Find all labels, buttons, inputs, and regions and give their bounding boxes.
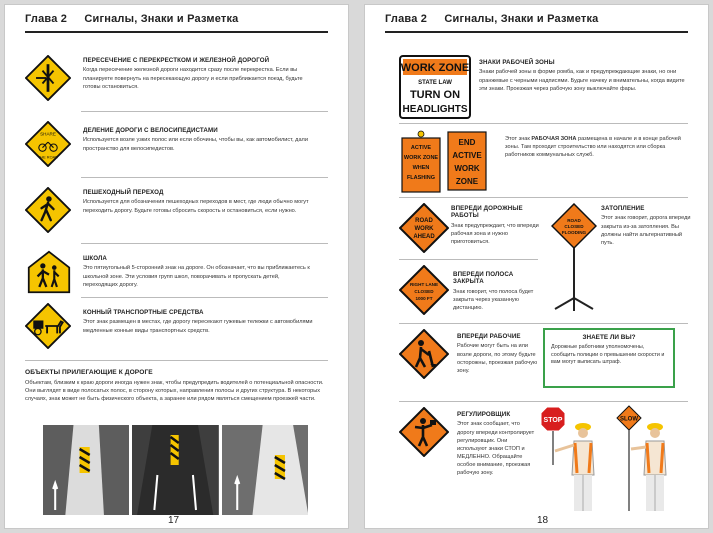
sign-body: Используется для обозначения пешеходных переходов в мест, где люди обычно могут переходить дорогу. Будьте готовы сбросить скорость и остановиться, если нужно. [83,199,309,214]
lane-closed-line1: RIGHT LANE [409,282,439,287]
divider [399,323,688,324]
active-body-suffix: размещена в начале и в конце рабочей зоны. Там проходит строительство или находятся или сборка работников коммунальных служб. [505,136,681,159]
objects-section [25,369,325,403]
work-zone-line1: WORK ZONE [400,62,470,74]
flagger-title: РЕГУЛИРОВЩИК [457,411,511,418]
page-number: 17 [168,515,180,526]
flooding-title: ЗАТОПЛЕНИЕ [601,205,645,212]
page-number: 18 [537,515,549,526]
divider [399,259,538,260]
road-photo [222,425,308,515]
road-photo [132,425,218,515]
sign-body: Когда пересечение железной дороги находится сразу после перекрестка. Если вы планируете повернуть на пересекающую дорогу и если приближается поезд, будьте готовы остановиться. [83,67,303,90]
chapter-title: Сигналы, Знаки и Разметка [84,13,239,25]
right-page [364,4,709,529]
objects-body: Объектам, близким к краю дороги иногда нужен знак, чтобы предупредить водителей о потенциальной опасности. Они выглядят в виде полосатых полос, в сторону которых, направления полосы и других структура. В некоторых случаях, знак может не быть физического объекта, а заранее или рядом являться смещением проезжей части. [25,379,324,403]
active-line4: FLASHING [406,175,436,181]
active-zone-description [505,135,690,159]
flooding-description [601,205,691,247]
work-zone-line3: TURN ON [409,89,461,101]
sign-title: ДЕЛЕНИЕ ДОРОГИ С ВЕЛОСИПЕДИСТАМИ [83,127,218,134]
workers-title: ВПЕРЕДИ РАБОЧИЕ [457,333,521,340]
work-zone-line2: STATE LAW [418,80,452,86]
road-work-ahead-sign [399,203,449,253]
work-zone-line4: HEADLIGHTS [402,104,468,115]
end-line2: ACTIVE [452,151,482,160]
flagger-body: Этот знак сообщает, что дорогу впереди контролирует регулировщик. Они используют знаки СТОП и МЕДЛЕННО. Обращайте особое внимание, проезжая рабочую зону. [457,421,535,477]
divider [399,401,688,402]
flooding-body: Этот знак говорит, дорога впереди закрыта из-за затопления. Вы должны найти альтернативный путь. [601,215,691,246]
road-work-line3: AHEAD [413,234,435,240]
horse-buggy-icon [25,303,71,349]
chapter-title: Сигналы, Знаки и Разметка [444,13,599,25]
divider [399,197,688,198]
workers-ahead-sign [399,329,449,379]
lane-closed-sign [399,265,449,315]
end-line4: ZONE [455,177,479,186]
lane-closed-body: Знак говорит, что полоса будет закрыта через указанную дистанцию. [453,288,534,312]
lane-closed-description [453,271,543,312]
did-you-know-title: ЗНАЕТЕ ЛИ ВЫ? [582,334,636,341]
sign-title: ПЕРЕСЕЧЕНИЕ С ПЕРЕКРЕСТКОМ И ЖЕЛЕЗНОЙ ДОРОГОЙ [83,57,270,64]
divider [81,243,328,244]
sign-body: Этот знак размещен в местах, где дорогу пересекают гужевые тележки с автомобилями медленные конные виды транспортных средств. [83,319,313,334]
work-zone-description [479,59,689,93]
header-rule [385,31,688,33]
divider [81,177,328,178]
work-zone-body: Знаки рабочей зоны в форме ромба, как и предупреждающие знаки, но они оранжевые с черными надписями. Будьте начеку и внимательны, когда видите эти знаки. Проезжая через рабочую зону выключайте фары. [479,69,685,92]
flagger-slow-illustration [613,405,683,515]
road-work-description [451,205,541,246]
sign-body: Используется возле узких полос или если обочины, чтобы вы, как автомобилист, дали пространство для велосипедистов. [83,137,308,152]
divider [81,297,328,298]
active-line1: ACTIVE [410,145,432,151]
active-line3: WHEN [412,165,430,171]
sign-title: КОННЫЙ ТРАНСПОРТНЫЕ СРЕДСТВА [83,309,204,316]
header-rule [25,31,328,33]
sign-body: Это пятиугольный 5-сторонний знак на дороге. Он обозначает, что вы приближаетесь к школьной зоне. Эти условия групп школ, поворачивать и пропускать детей, переходящих дорогу. [83,265,310,288]
school-icon [27,249,71,295]
workers-body: Рабочие могут быть на или возле дороги, по этому будьте осторожны, проезжая рабочую зону. [457,343,538,374]
lane-closed-title: ВПЕРЕДИ ПОЛОСА ЗАКРЫТА [453,271,514,286]
active-work-zone-sign [401,129,441,193]
active-body-bold: РАБОЧАЯ ЗОНА [531,136,577,142]
lane-closed-line2: CLOSED [414,289,434,294]
flooding-line1: ROAD [567,218,581,223]
railroad-crossing-icon [25,55,71,101]
did-you-know-box [543,328,675,388]
chapter-number: Глава 2 [385,13,428,25]
chapter-heading [25,13,238,25]
chapter-heading [385,13,598,25]
svg-text:THE ROAD: THE ROAD [38,155,58,160]
flooding-line3: FLOODING [561,230,587,235]
active-line2: WORK ZONE [403,155,439,161]
divider [81,111,328,112]
sign-description [83,189,313,215]
end-line3: WORK [454,164,480,173]
left-page [4,4,349,529]
flagger-description [457,411,537,477]
work-zone-headlights-sign [399,55,471,119]
sign-title: ШКОЛА [83,255,107,262]
divider [399,123,688,124]
lane-closed-line3: 1000 FT [415,296,433,301]
sign-description [83,57,313,91]
divider [25,360,328,361]
flooding-sign [551,203,597,313]
objects-title: ОБЪЕКТЫ ПРИЛЕГАЮЩИЕ К ДОРОГЕ [25,369,153,376]
active-body-prefix: Этот знак [505,136,532,142]
end-work-zone-sign [447,131,487,191]
flagger-stop-illustration [541,405,611,515]
road-work-title: ВПЕРЕДИ ДОРОЖНЫЕ РАБОТЫ [451,205,523,220]
chapter-number: Глава 2 [25,13,68,25]
work-zone-title: ЗНАКИ РАБОЧЕЙ ЗОНЫ [479,59,555,66]
sign-description [83,255,313,289]
svg-text:SHARE: SHARE [40,131,56,137]
end-line1: END [458,138,476,147]
sign-title: ПЕШЕХОДНЫЙ ПЕРЕХОД [83,189,164,196]
did-you-know-body: Дорожные работники уполномочены, сообщить полиции о превышении скорости и вам могут выписать штраф. [551,344,665,366]
flooding-line2: CLOSED [564,224,584,229]
slow-label: SLOW [620,416,638,423]
flagger-sign [399,407,449,457]
pedestrian-icon [25,187,71,233]
road-photo [43,425,129,515]
road-photos [43,425,308,515]
road-work-body: Знак предупреждает, что впереди рабочая зона и нужно приготовиться. [451,222,539,246]
share-the-road-icon [25,121,71,167]
road-work-line1: ROAD [415,218,433,224]
stop-label: STOP [543,417,563,424]
workers-description [457,333,539,375]
sign-description [83,309,313,335]
road-work-line2: WORK [414,226,434,232]
sign-description [83,127,313,153]
